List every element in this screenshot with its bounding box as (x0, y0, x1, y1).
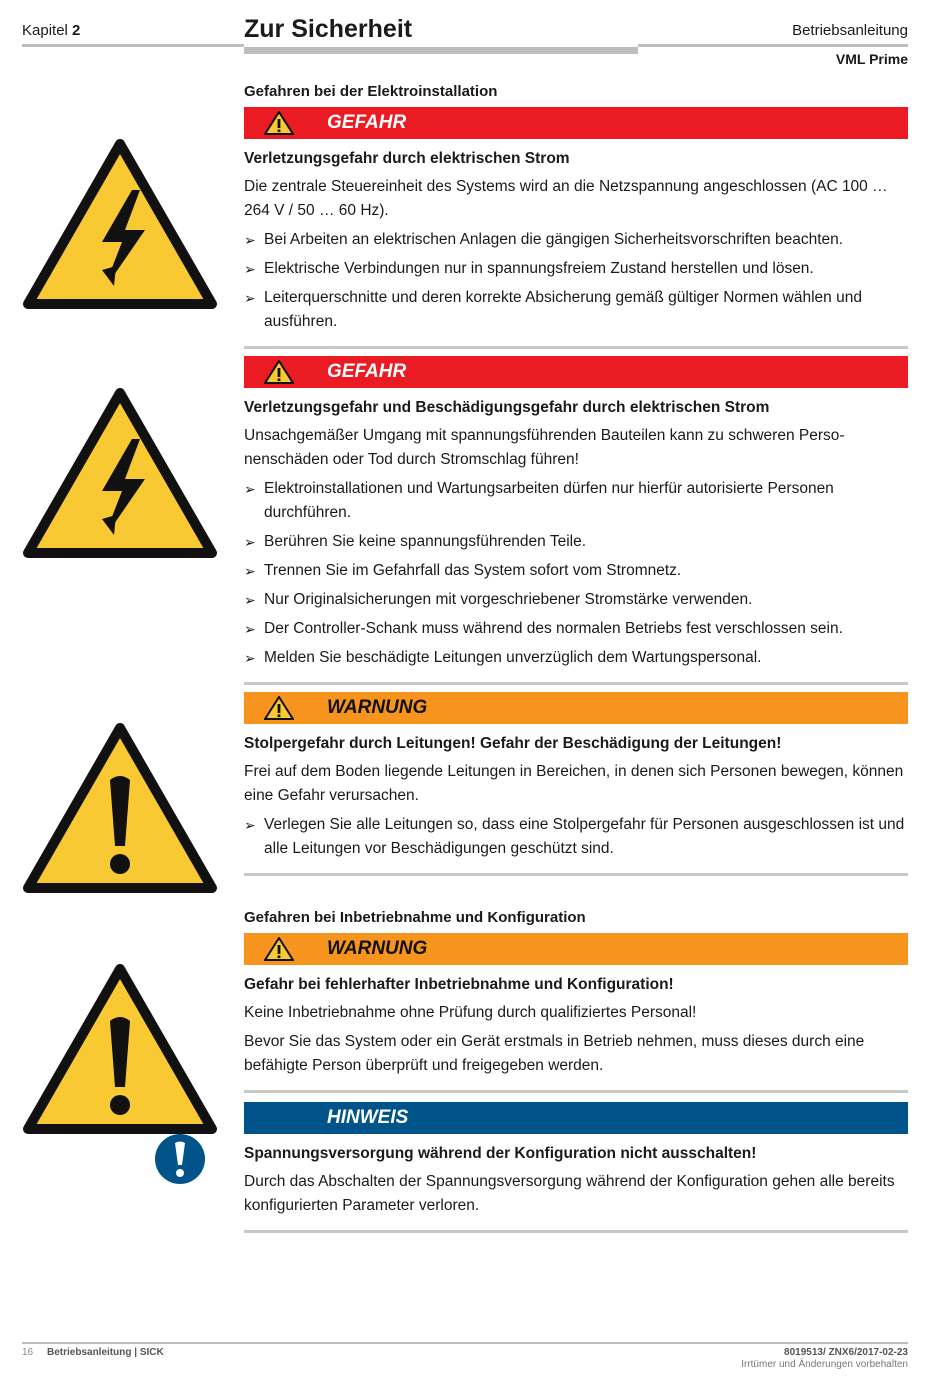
header-divider-title (244, 47, 638, 54)
safety-block-danger-2 (244, 356, 908, 685)
list-item: ➢ Elektroinstallationen und Wartungsarbeiten dürfen nur hierfür autorisierte Personen durchführen. (244, 477, 908, 525)
safety-block-warning-2 (244, 933, 908, 1093)
chapter-number: 2 (72, 22, 81, 39)
block-separator (244, 1090, 908, 1093)
arrow-bullet-icon: ➢ (244, 621, 256, 637)
warning-triangle-icon (264, 360, 294, 384)
list-item: ➢ Leiterquerschnitte und deren korrekte Absicherung gemäß gültiger Normen wählen und ausführen. (244, 286, 908, 334)
arrow-bullet-icon: ➢ (244, 563, 256, 579)
header-divider-right (638, 44, 908, 47)
safety-block-notice (244, 1102, 908, 1233)
notice-banner (244, 1102, 908, 1134)
block-heading: Verletzungsgefahr durch elektrischen Strom (244, 150, 570, 167)
notice-exclamation-icon (154, 1133, 206, 1185)
instruction-list (244, 477, 908, 670)
warning-triangle-icon (264, 111, 294, 135)
warning-banner (244, 692, 908, 724)
warning-triangle-icon (264, 696, 294, 720)
list-item: ➢ Trennen Sie im Gefahrfall das System sofort vom Stromnetz. (244, 559, 908, 583)
arrow-bullet-icon: ➢ (244, 290, 256, 306)
list-item: ➢ Der Controller-Schank muss während des normalen Betriebs fest verschlossen sein. (244, 617, 908, 641)
arrow-bullet-icon: ➢ (244, 481, 256, 497)
safety-block-danger-1 (244, 107, 908, 349)
block-separator (244, 873, 908, 876)
block-heading: Gefahr bei fehlerhafter Inbetriebnahme und Konfiguration! (244, 976, 674, 993)
electrical-hazard-icon (22, 387, 218, 559)
general-warning-icon (22, 963, 218, 1135)
block-text: Bevor Sie das System oder ein Gerät erstmals in Betrieb nehmen, muss dieses durch eine befähigte Person überprüft und freigegeben werden. (244, 1033, 865, 1074)
instruction-list (244, 813, 908, 861)
block-separator (244, 682, 908, 685)
list-item: ➢ Bei Arbeiten an elektrischen Anlagen die gängigen Sicherheitsvorschriften beachten. (244, 228, 908, 252)
document-number: 8019513/ ZNX6/2017-02-23 (784, 1347, 908, 1358)
arrow-bullet-icon: ➢ (244, 232, 256, 248)
arrow-bullet-icon: ➢ (244, 261, 256, 277)
list-item: ➢ Melden Sie beschädigte Leitungen unverzüglich dem Wartungspersonal. (244, 646, 908, 670)
list-item: ➢ Berühren Sie keine spannungsführenden Teile. (244, 530, 908, 554)
page-number: 16 (22, 1347, 34, 1358)
footer-doc-title: Betriebsanleitung | SICK (47, 1347, 164, 1358)
block-heading: Spannungsversorgung während der Konfiguration nicht ausschalten! (244, 1145, 757, 1162)
banner-label: GEFAHR (327, 112, 407, 133)
section-title-commissioning: Gefahren bei Inbetriebnahme und Konfiguration (244, 909, 586, 926)
arrow-bullet-icon: ➢ (244, 817, 256, 833)
block-separator (244, 346, 908, 349)
instruction-list (244, 228, 908, 334)
product-name: VML Prime (835, 51, 908, 67)
page-title: Zur Sicherheit (244, 15, 413, 43)
arrow-bullet-icon: ➢ (244, 534, 256, 550)
block-text: Durch das Abschalten der Spannungsversorgung während der Konfiguration gehen alle bereits konfigurierten Parameter verloren. (244, 1173, 895, 1214)
footer-disclaimer: Irrtümer und Änderungen vorbehalten (741, 1359, 908, 1370)
block-text: Frei auf dem Boden liegende Leitungen in Bereichen, in denen sich Personen bewegen, können eine Gefahr verursachen. (244, 763, 904, 804)
warning-banner (244, 933, 908, 965)
arrow-bullet-icon: ➢ (244, 592, 256, 608)
warning-triangle-icon (264, 937, 294, 961)
block-separator (244, 1230, 908, 1233)
block-text: Unsachgemäßer Umgang mit spannungsführenden Bauteilen kann zu schweren Perso-nenschäden oder Tod durch Stromschlag führen! (244, 427, 845, 468)
block-text: Die zentrale Steuereinheit des Systems wird an die Netzspannung angeschlossen (AC 100 …264 V / 50 … 60 Hz). (244, 178, 888, 219)
danger-banner (244, 107, 908, 139)
electrical-hazard-icon (22, 138, 218, 310)
list-item: ➢ Nur Originalsicherungen mit vorgeschriebener Stromstärke verwenden. (244, 588, 908, 612)
banner-label: HINWEIS (327, 1107, 409, 1128)
banner-label: WARNUNG (327, 938, 428, 959)
safety-block-warning-1 (244, 692, 908, 876)
list-item: ➢ Elektrische Verbindungen nur in spannungsfreiem Zustand herstellen und lösen. (244, 257, 908, 281)
doc-type: Betriebsanleitung (792, 22, 908, 39)
footer-divider (22, 1342, 908, 1344)
block-heading: Verletzungsgefahr und Beschädigungsgefahr durch elektrischen Strom (244, 399, 770, 416)
danger-banner (244, 356, 908, 388)
block-text: Keine Inbetriebnahme ohne Prüfung durch qualifiziertes Personal! (244, 1004, 697, 1021)
banner-label: GEFAHR (327, 361, 407, 382)
block-heading: Stolpergefahr durch Leitungen! Gefahr der Beschädigung der Leitungen! (244, 735, 782, 752)
arrow-bullet-icon: ➢ (244, 650, 256, 666)
section-title-electrical: Gefahren bei der Elektroinstallation (244, 83, 498, 100)
chapter-label: Kapitel 2 (22, 22, 81, 39)
banner-label: WARNUNG (327, 697, 428, 718)
general-warning-icon (22, 722, 218, 894)
header-divider-left (22, 44, 244, 47)
list-item: ➢ Verlegen Sie alle Leitungen so, dass eine Stolpergefahr für Personen ausgeschlossen ist und alle Leitungen vor Beschädigungen geschützt sind. (244, 813, 908, 861)
